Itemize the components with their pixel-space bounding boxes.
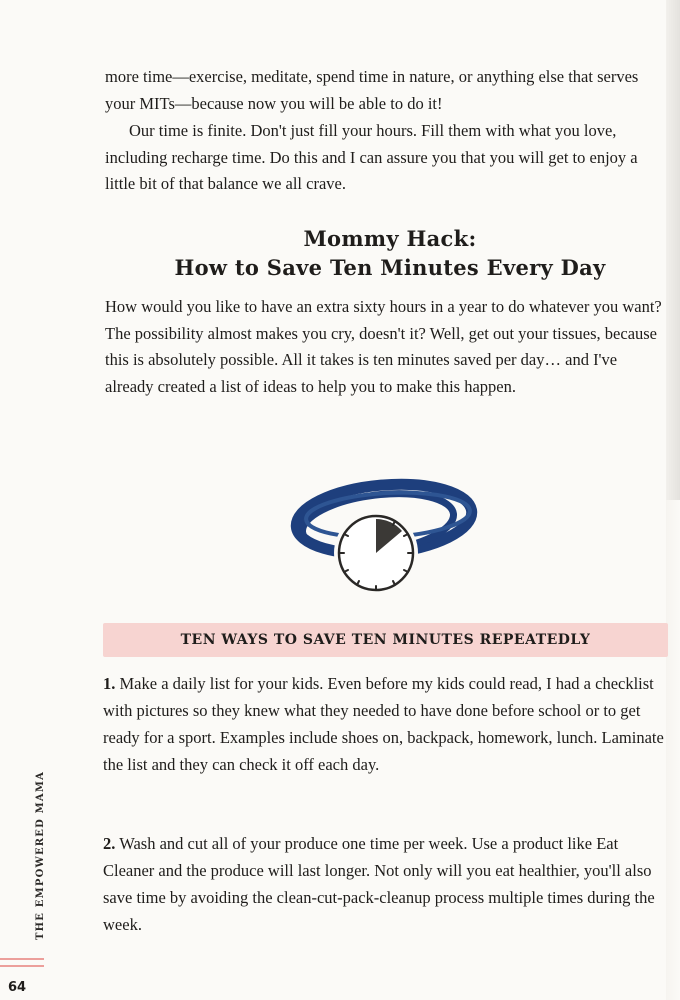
sidebar-banner [103, 623, 668, 657]
footer-rule [0, 965, 44, 967]
clock-icon [288, 475, 480, 595]
section-heading [140, 224, 640, 282]
list-item-text: Make a daily list for your kids. Even before my kids could read, I had a checklist with pictures so they knew what they needed to have done before school or to get ready for a sport. Examples include shoes on, backpack, homework, lunch. Laminate the list and they can check it off each day. [103, 674, 664, 774]
section-heading-line-1: Mommy Hack: [303, 226, 477, 251]
body-paragraph-2: Our time is finite. Don't just fill your hours. Fill them with what you love, including recharge time. Do this and I can assure you that you will get to enjoy a little bit of that balance we all crave. [105, 121, 638, 193]
footer-rule [0, 958, 44, 960]
page-edge-lower [666, 500, 680, 1000]
list-item-number: 2. [103, 834, 116, 853]
list-item [103, 830, 668, 938]
sidebar-title: TEN WAYS TO SAVE TEN MINUTES REPEATEDLY [180, 632, 591, 648]
section-heading-line-2: How to Save Ten Minutes Every Day [174, 255, 606, 280]
list-item [103, 670, 668, 778]
running-head: THE EMPOWERED MAMA [35, 770, 46, 940]
page-number: 64 [8, 980, 27, 995]
list-item-number: 1. [103, 674, 116, 693]
section-intro-paragraph: How would you like to have an extra sixty hours in a year to do whatever you want? The possibility almost makes you cry, doesn't it? Well, get out your tissues, because this is absolutely possible. All it takes is ten minutes saved per day… and I've already created a list of ideas to help you to make this happen. [105, 297, 662, 396]
body-paragraph-1: more time—exercise, meditate, spend time in nature, or anything else that serves your MITs—because now you will be able to do it! [105, 67, 639, 113]
list-item-text: Wash and cut all of your produce one time per week. Use a product like Eat Cleaner and the produce will last longer. Not only will you eat healthier, you'll also save time by avoiding the clean-cut-pack-cleanup process multiple times during the week. [103, 834, 655, 934]
